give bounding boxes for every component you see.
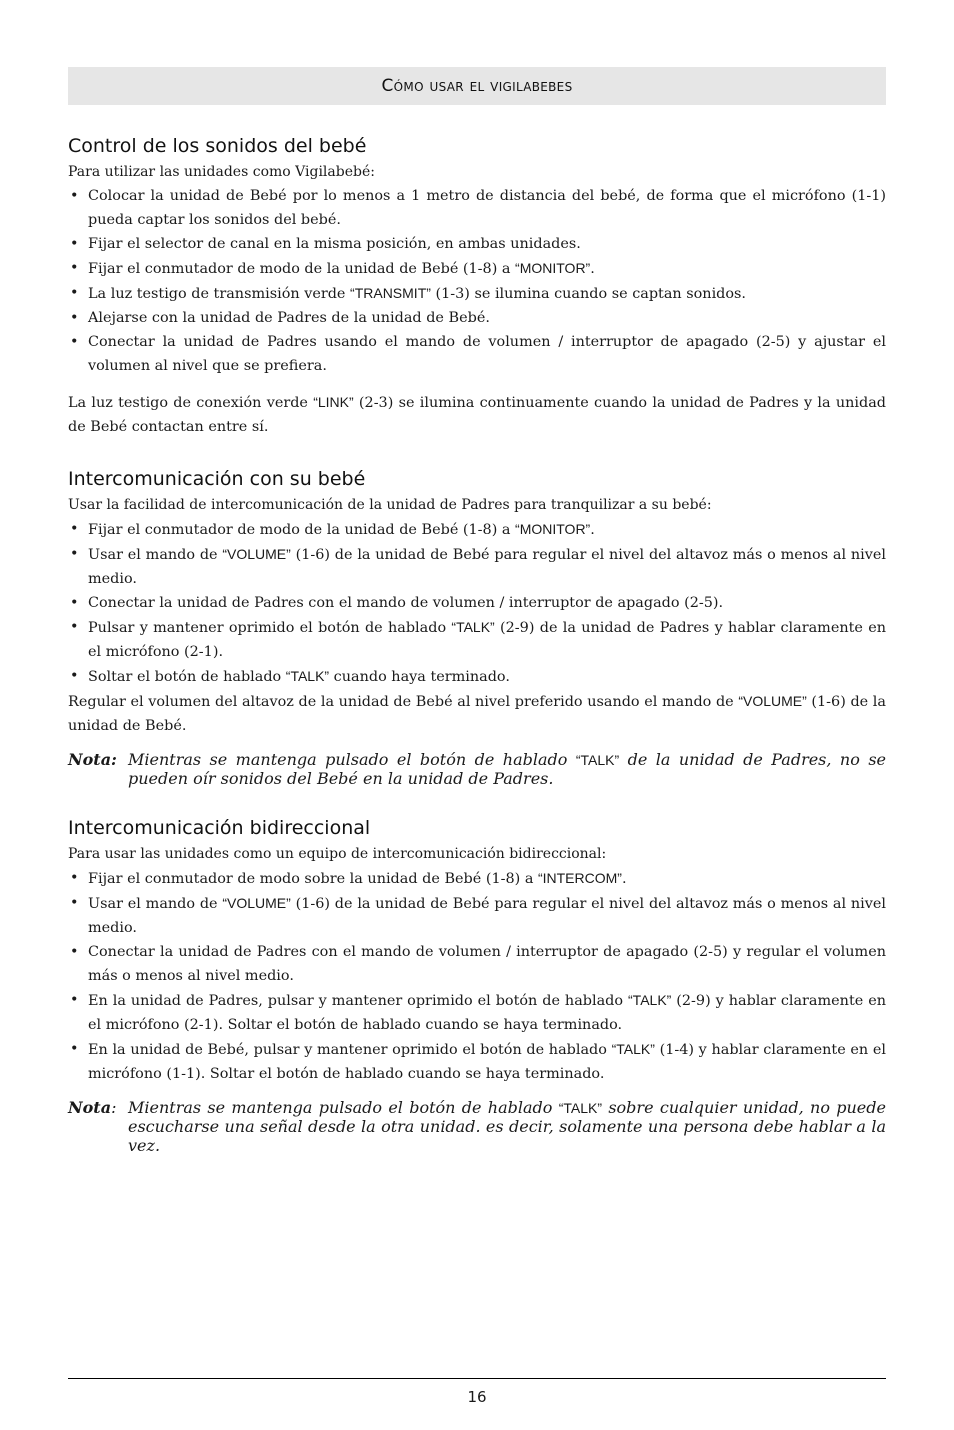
list-item: • En la unidad de Padres, pulsar y mantener oprimido el botón de hablado “TALK” (2-9) y hablar claramente en el micrófono (2-1). Soltar el botón de hablado cuando se haya terminado. [68, 988, 886, 1037]
page-content [68, 132, 886, 1155]
keyword-link: “LINK” [313, 394, 354, 410]
keyword-talk: “TALK” [451, 619, 495, 635]
keyword-volume: “VOLUME” [222, 895, 291, 911]
list-baby-sounds [68, 184, 886, 378]
section-title: Cómo usar el vigilabebes [381, 76, 573, 96]
keyword-monitor: “MONITOR” [515, 260, 591, 276]
keyword-volume: “VOLUME” [222, 546, 291, 562]
keyword-monitor: “MONITOR” [515, 521, 591, 537]
note-intercom-baby: Nota: Mientras se mantenga pulsado el botón de hablado “TALK” de la unidad de Padres, no se pueden oír sonidos del Bebé en la unidad de Padres. [68, 750, 886, 788]
list-item: • Pulsar y mantener oprimido el botón de hablado “TALK” (2-9) de la unidad de Padres y hablar claramente en el micrófono (2-1). [68, 615, 886, 664]
list-item: • Soltar el botón de hablado “TALK” cuando haya terminado. [68, 664, 886, 689]
keyword-intercom: “INTERCOM” [537, 870, 622, 886]
keyword-talk: “TALK” [285, 668, 330, 684]
section-header-bar [68, 67, 886, 105]
list-item: • Conectar la unidad de Padres con el mando de volumen / interruptor de apagado (2-5) y regular el volumen más o menos al nivel medio. [68, 940, 886, 988]
keyword-talk: “TALK” [575, 752, 620, 768]
list-item: • En la unidad de Bebé, pulsar y mantener oprimido el botón de hablado “TALK” (1-4) y hablar claramente en el micrófono (1-1). Soltar el botón de hablado cuando se haya terminado. [68, 1037, 886, 1086]
note-label: Nota: [68, 750, 117, 769]
list-item: • Colocar la unidad de Bebé por lo menos a 1 metro de distancia del bebé, de forma que el micrófono (1-1) pueda captar los sonidos del bebé. [68, 184, 886, 232]
keyword-talk: “TALK” [628, 992, 672, 1008]
note-two-way-intercom: Nota: Mientras se mantenga pulsado el botón de hablado “TALK” sobre cualquier unidad, no puede escucharse una señal desde la otra unidad. es decir, solamente una persona debe hablar a la vez. [68, 1098, 886, 1155]
note-label: Nota [68, 1098, 112, 1117]
keyword-transmit: “TRANSMIT” [350, 285, 431, 301]
intro-two-way-intercom: Para usar las unidades como un equipo de intercomunicación bidireccional: [68, 846, 607, 862]
intro-intercom-baby: Usar la facilidad de intercomunicación de la unidad de Padres para tranquilizar a su bebé: [68, 497, 712, 513]
heading-intercom-baby: Intercomunicación con su bebé [68, 468, 366, 490]
paragraph-link-light: La luz testigo de conexión verde “LINK” (2-3) se ilumina continuamente cuando la unidad de Padres y la unidad de Bebé contactan entre sí. [68, 394, 887, 435]
list-intercom-baby [68, 517, 886, 689]
keyword-talk: “TALK” [611, 1041, 655, 1057]
list-item: • Fijar el conmutador de modo de la unidad de Bebé (1-8) a “MONITOR”. [68, 517, 886, 542]
keyword-talk: “TALK” [558, 1100, 603, 1116]
list-item: • La luz testigo de transmisión verde “TRANSMIT” (1-3) se ilumina cuando se captan sonidos. [68, 281, 886, 306]
list-item: • Fijar el conmutador de modo sobre la unidad de Bebé (1-8) a “INTERCOM”. [68, 866, 886, 891]
list-item: • Alejarse con la unidad de Padres de la unidad de Bebé. [68, 306, 886, 330]
list-two-way-intercom [68, 866, 886, 1086]
list-item: • Usar el mando de “VOLUME” (1-6) de la unidad de Bebé para regular el nivel del altavoz más o menos al nivel medio. [68, 891, 886, 940]
list-item: • Fijar el selector de canal en la misma posición, en ambas unidades. [68, 232, 886, 256]
list-item: • Conectar la unidad de Padres usando el mando de volumen / interruptor de apagado (2-5) y ajustar el volumen al nivel que se prefiera. [68, 330, 886, 378]
heading-two-way-intercom: Intercomunicación bidireccional [68, 817, 371, 839]
page-number: 16 [467, 1388, 487, 1406]
list-item: • Fijar el conmutador de modo de la unidad de Bebé (1-8) a “MONITOR”. [68, 256, 886, 281]
intro-baby-sounds: Para utilizar las unidades como Vigilabebé: [68, 164, 375, 180]
list-item: • Conectar la unidad de Padres con el mando de volumen / interruptor de apagado (2-5). [68, 591, 886, 615]
paragraph-volume: Regular el volumen del altavoz de la unidad de Bebé al nivel preferido usando el mando de “VOLUME” (1-6) de la unidad de Bebé. [68, 693, 886, 734]
keyword-volume: “VOLUME” [738, 693, 807, 709]
footer-divider [68, 1378, 886, 1379]
heading-baby-sounds: Control de los sonidos del bebé [68, 135, 367, 157]
list-item: • Usar el mando de “VOLUME” (1-6) de la unidad de Bebé para regular el nivel del altavoz más o menos al nivel medio. [68, 542, 886, 591]
